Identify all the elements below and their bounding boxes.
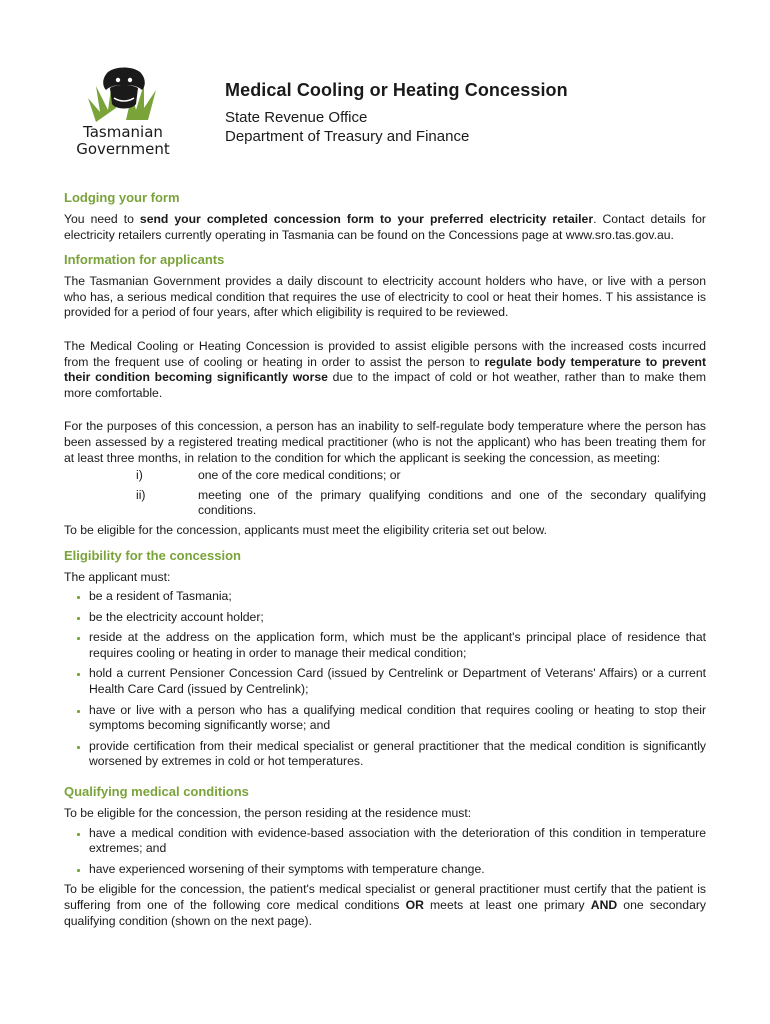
roman-numeral: ii)	[136, 487, 146, 502]
qualifying-text-b: meets at least one primary	[423, 898, 591, 912]
qualifying-text-c: one secondary qualifying condition (shown on the next page).	[64, 898, 707, 928]
list-item: be the electricity account holder;	[64, 610, 706, 626]
qualifying-list	[64, 826, 706, 878]
roman-numeral: i)	[136, 468, 143, 483]
info-p2-text-a: The Medical Cooling or Heating Concession is provided to assist eligible persons with the increased costs incurred from the frequent use of cooling or heating in order to assist the person to	[64, 338, 706, 369]
info-paragraph-2	[64, 339, 706, 401]
qualifying-or: OR	[405, 898, 424, 912]
tasmanian-government-logo	[64, 64, 184, 160]
department-name: Department of Treasury and Finance	[225, 128, 470, 145]
document-body	[64, 190, 706, 929]
eligibility-intro: The applicant must:	[64, 569, 171, 584]
list-item: have or live with a person who has a qualifying medical condition that requires cooling or heating to stop their symptoms becoming significantly worse; and	[64, 703, 706, 734]
eligibility-list	[64, 589, 706, 770]
qualifying-intro: To be eligible for the concession, the person residing at the residence must:	[64, 806, 472, 821]
lodging-heading: Lodging your form	[64, 190, 180, 205]
document-header	[225, 78, 568, 146]
info-heading: Information for applicants	[64, 252, 225, 268]
list-item: have a medical condition with evidence-based association with the deterioration of this condition in temperature extremes; and	[64, 826, 706, 857]
list-item: be a resident of Tasmania;	[64, 589, 706, 605]
info-paragraph-3: For the purposes of this concession, a person has an inability to self-regulate body temperature where the person has been assessed by a registered treating medical practitioner (who is not the applicant) who has been treating them for at least three months, in relation to the condition for which the applicant is seeking the concession, as meeting:	[64, 419, 706, 465]
eligibility-heading: Eligibility for the concession	[64, 547, 241, 563]
info-paragraph-4: To be eligible for the concession, applicants must meet the eligibility criteria set out below.	[64, 522, 548, 537]
page-title: Medical Cooling or Heating Concession	[225, 80, 568, 100]
list-item: hold a current Pensioner Concession Card (issued by Centrelink or Department of Veterans' Affairs) or a current Health Care Card (issued by Centrelink);	[64, 666, 706, 697]
roman-list-item	[64, 488, 706, 519]
qualifying-and: AND	[590, 898, 618, 912]
info-p2-text-bold: regulate body temperature to prevent their condition becoming significantly worse	[64, 354, 706, 385]
roman-text: meeting one of the primary qualifying conditions and one of the secondary qualifying conditions.	[198, 487, 706, 518]
roman-text: one of the core medical conditions; or	[198, 468, 401, 483]
office-name: State Revenue Office	[225, 109, 368, 126]
list-item: provide certification from their medical specialist or general practitioner that the medical condition is significantly worsened by extremes in cold or hot temperatures.	[64, 739, 706, 770]
info-paragraph-1: The Tasmanian Government provides a daily discount to electricity account holders who have, or live with a person who has, a serious medical condition that requires the use of electricity to cool or heat their homes. T his assistance is provided for a period of four years, after which eligibility is required to be reviewed.	[64, 274, 706, 320]
lodging-text-bold: send your completed concession form to your preferred electricity retailer	[139, 212, 594, 226]
qualifying-paragraph	[64, 882, 706, 929]
lodging-paragraph	[64, 212, 706, 243]
list-item: reside at the address on the application form, which must be the applicant's principal place of residence that requires cooling or heating in order to manage their medical condition;	[64, 630, 706, 661]
info-p2-text-b: due to the impact of cold or hot weather, rather than to make them more comfortable.	[64, 370, 706, 400]
list-item: have experienced worsening of their symptoms with temperature change.	[64, 862, 706, 878]
tasmanian-devil-logo-icon	[86, 64, 160, 126]
logo-line-1: Tasmanian	[83, 123, 163, 141]
lodging-text-b: . Contact details for electricity retailers currently operating in Tasmania can be found on the Concessions page at www.sro.tas.gov.au.	[64, 212, 706, 242]
qualifying-heading: Qualifying medical conditions	[64, 784, 249, 800]
lodging-text-a: You need to	[64, 212, 140, 226]
logo-line-2: Government	[76, 140, 170, 158]
roman-list-item	[64, 468, 706, 484]
qualifying-text-a: To be eligible for the concession, the patient's medical specialist or general practitioner must certify that the patient is suffering from one of the following core medical conditions	[64, 882, 706, 912]
